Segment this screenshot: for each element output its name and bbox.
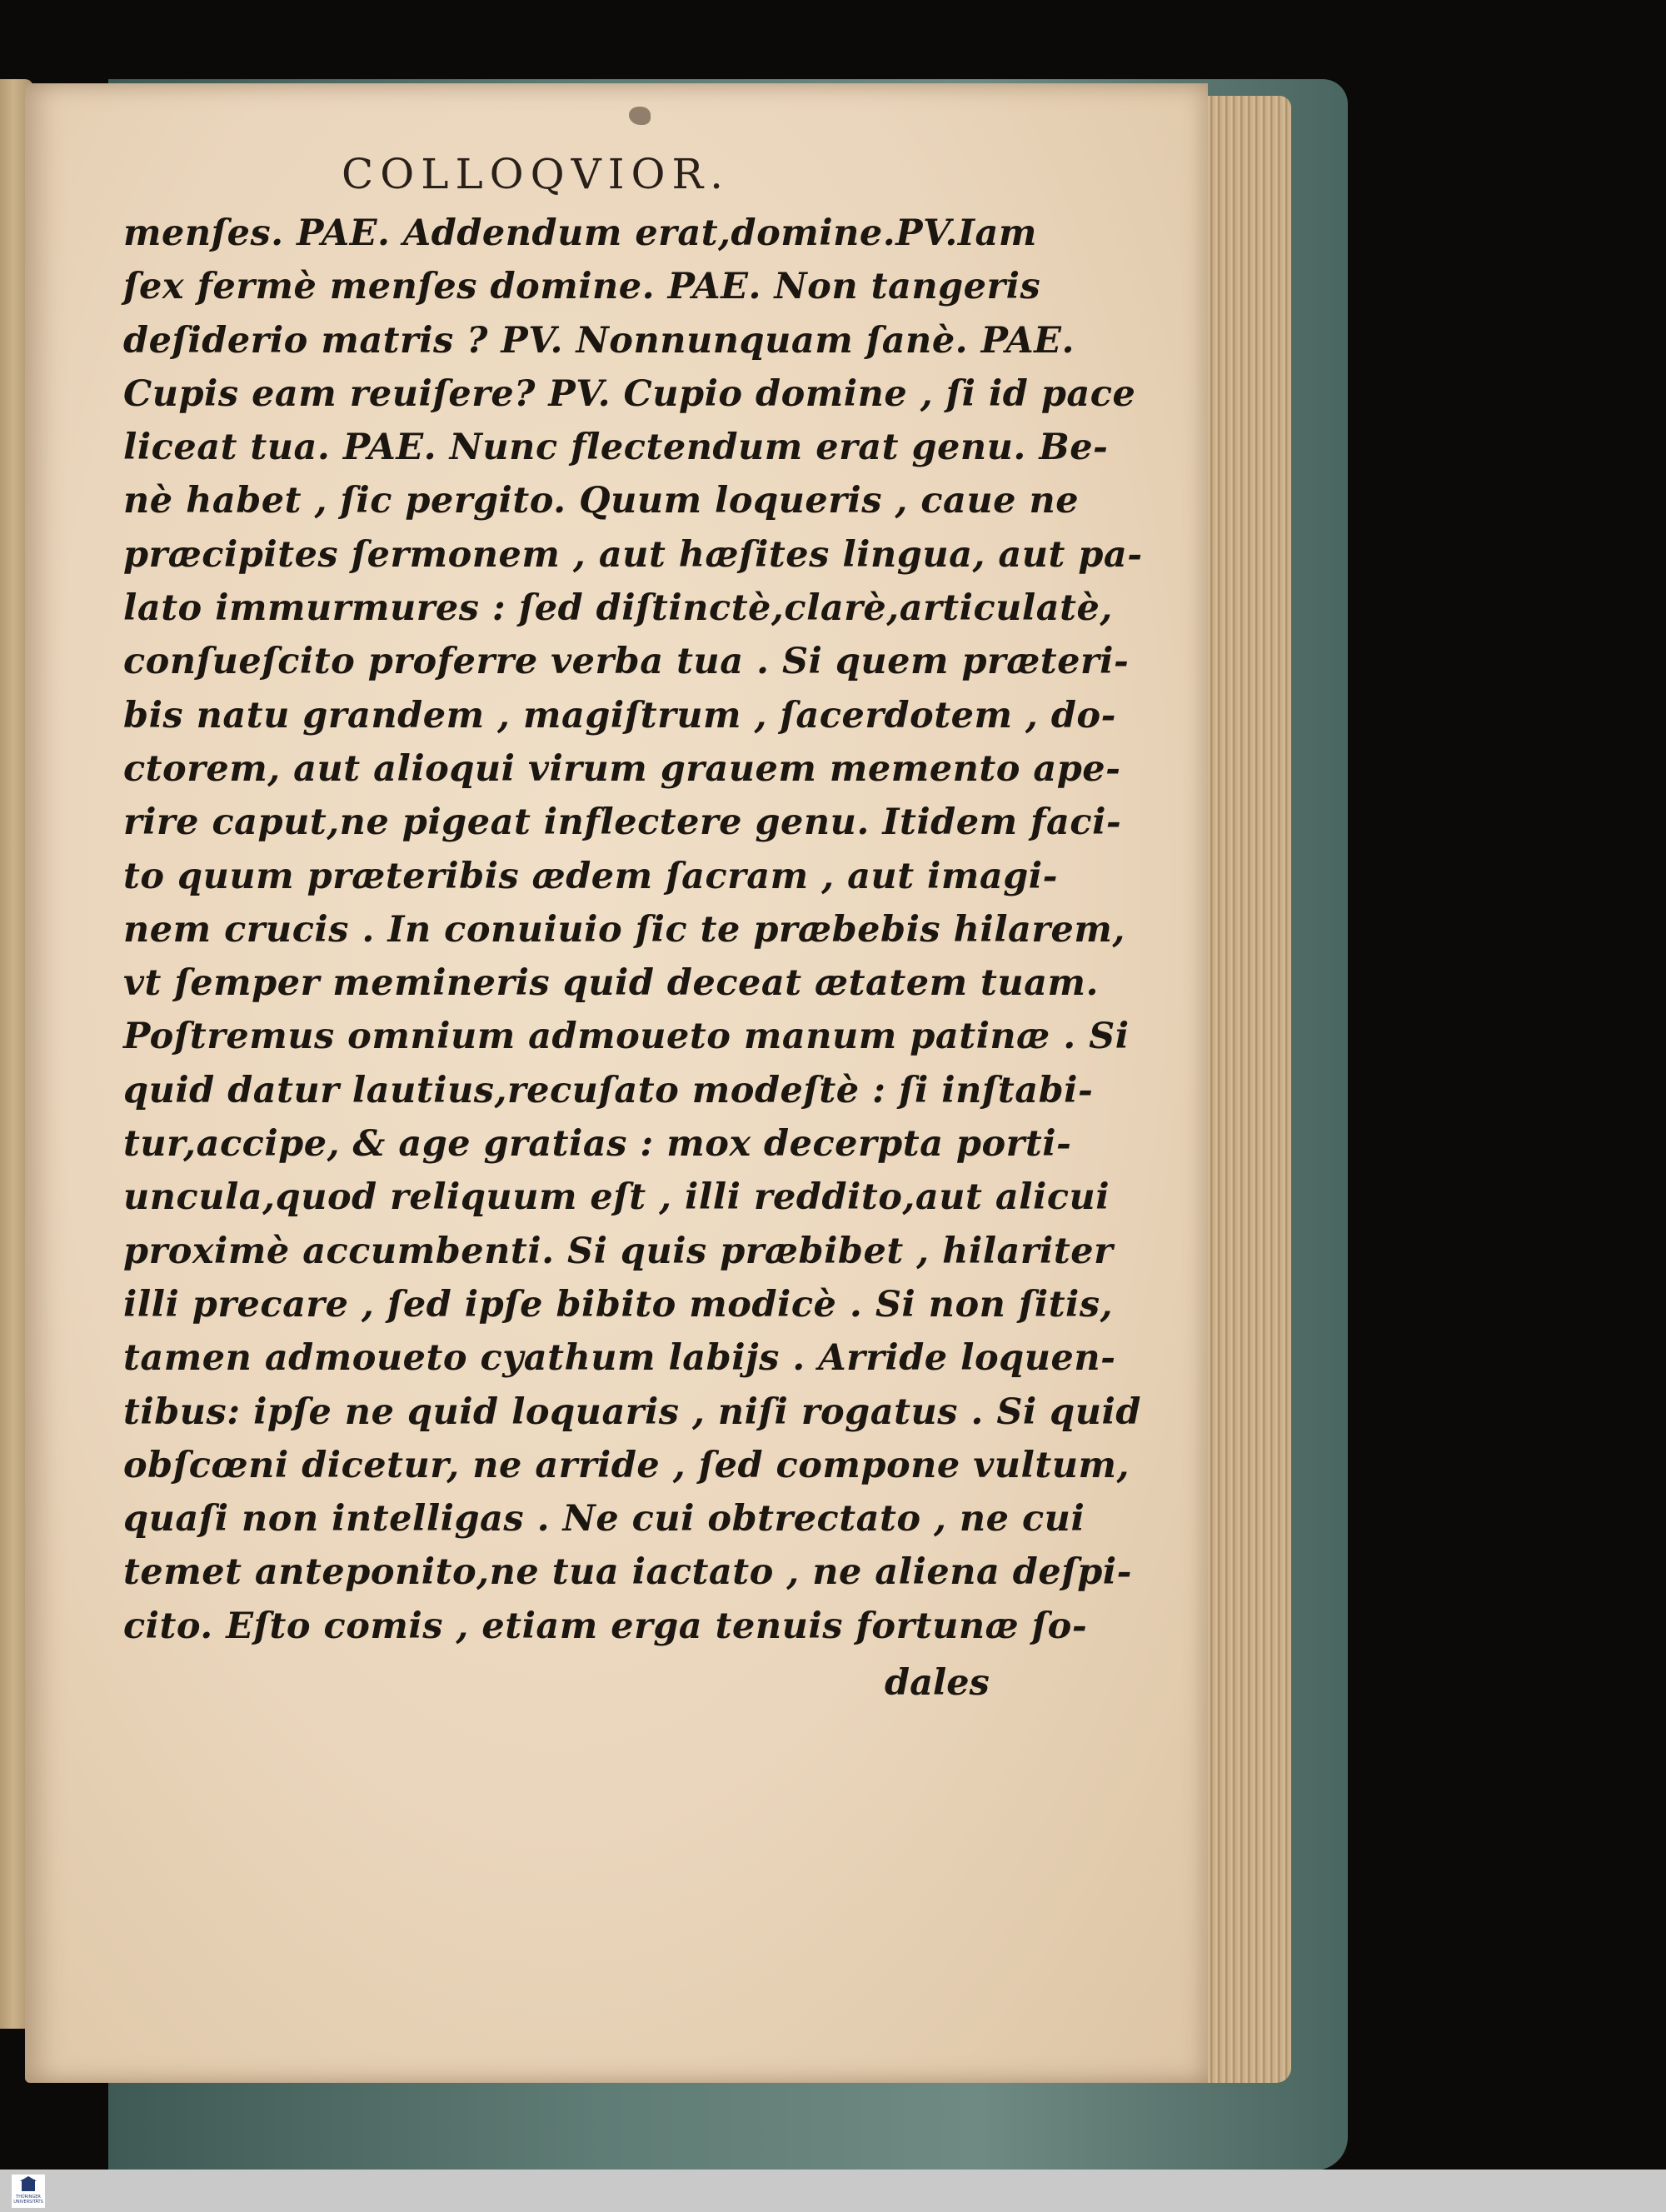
body-text: [123, 207, 1143, 1653]
text-line: liceat tua. PAE. Nunc flectendum erat genu. Be-: [123, 427, 1109, 469]
text-line: vt ſemper memineris quid deceat ætatem tuam.: [123, 962, 1099, 1005]
text-line: lato immurmures : ſed diſtinctè,clarè,articulatè,: [123, 587, 1113, 630]
viewer-bottom-bar: [0, 2170, 1666, 2212]
running-title: COLLOQVIOR.: [342, 150, 731, 198]
logo-label: THÜRINGER UNIVERSITÄTS: [13, 2195, 43, 2205]
text-line: menſes. PAE. Addendum erat,domine.PV.Iam: [123, 212, 1037, 254]
text-line: temet anteponito,ne tua iactato , ne aliena deſpi-: [123, 1551, 1132, 1594]
text-line: ſex fermè menſes domine. PAE. Non tangeris: [123, 266, 1041, 308]
text-line: uncula,quod reliquum eſt , illi reddito,aut alicui: [123, 1176, 1110, 1219]
text-line: obſcœni dicetur, ne arride , ſed compone vultum,: [123, 1444, 1130, 1486]
text-line: proximè accumbenti. Si quis præbibet , hilariter: [123, 1230, 1114, 1272]
text-line: nem crucis . In conuiuio ſic te præbebis hilarem,: [123, 908, 1125, 951]
text-line: deſiderio matris ? PV. Nonnunquam ſanè. PAE.: [123, 319, 1075, 362]
text-line: quid datur lautius,recuſato modeſtè : ſi inſtabi-: [123, 1069, 1094, 1111]
ink-blot: [629, 107, 651, 125]
text-line: quaſi non intelligas . Ne cui obtrectato , ne cui: [123, 1498, 1085, 1540]
library-logo-icon[interactable]: [12, 2175, 45, 2208]
text-line: nè habet , ſic pergito. Quum loqueris , caue ne: [123, 480, 1080, 522]
text-line: tibus: ipſe ne quid loquaris , niſi rogatus . Si quid: [123, 1391, 1141, 1433]
text-line: Cupis eam reuiſere? PV. Cupio domine , ſi id pace: [123, 372, 1136, 415]
text-line: præcipites ſermonem , aut hæſites lingua, aut pa-: [123, 533, 1143, 576]
text-line: Poſtremus omnium admoueto manum patinæ . Si: [123, 1016, 1130, 1058]
catchword: dales: [885, 1662, 990, 1704]
text-line: illi precare , ſed ipſe bibito modicè . Si non ſitis,: [123, 1283, 1114, 1326]
text-line: bis natu grandem , magiſtrum , ſacerdotem , do-: [123, 694, 1116, 737]
text-line: conſueſcito proferre verba tua . Si quem præteri-: [123, 641, 1130, 683]
text-line: tur,accipe, & age gratias : mox decerpta porti-: [123, 1123, 1072, 1166]
text-line: to quum præteribis ædem ſacram , aut imagi-: [123, 855, 1058, 897]
text-line: ctorem, aut alioqui virum grauem memento ape-: [123, 747, 1121, 790]
text-line: cito. Eſto comis , etiam erga tenuis fortunæ ſo-: [123, 1605, 1088, 1647]
text-line: rire caput,ne pigeat inflectere genu. Itidem faci-: [123, 801, 1122, 844]
text-line: tamen admoueto cyathum labijs . Arride loquen-: [123, 1337, 1116, 1380]
logo-building: [22, 2180, 35, 2191]
